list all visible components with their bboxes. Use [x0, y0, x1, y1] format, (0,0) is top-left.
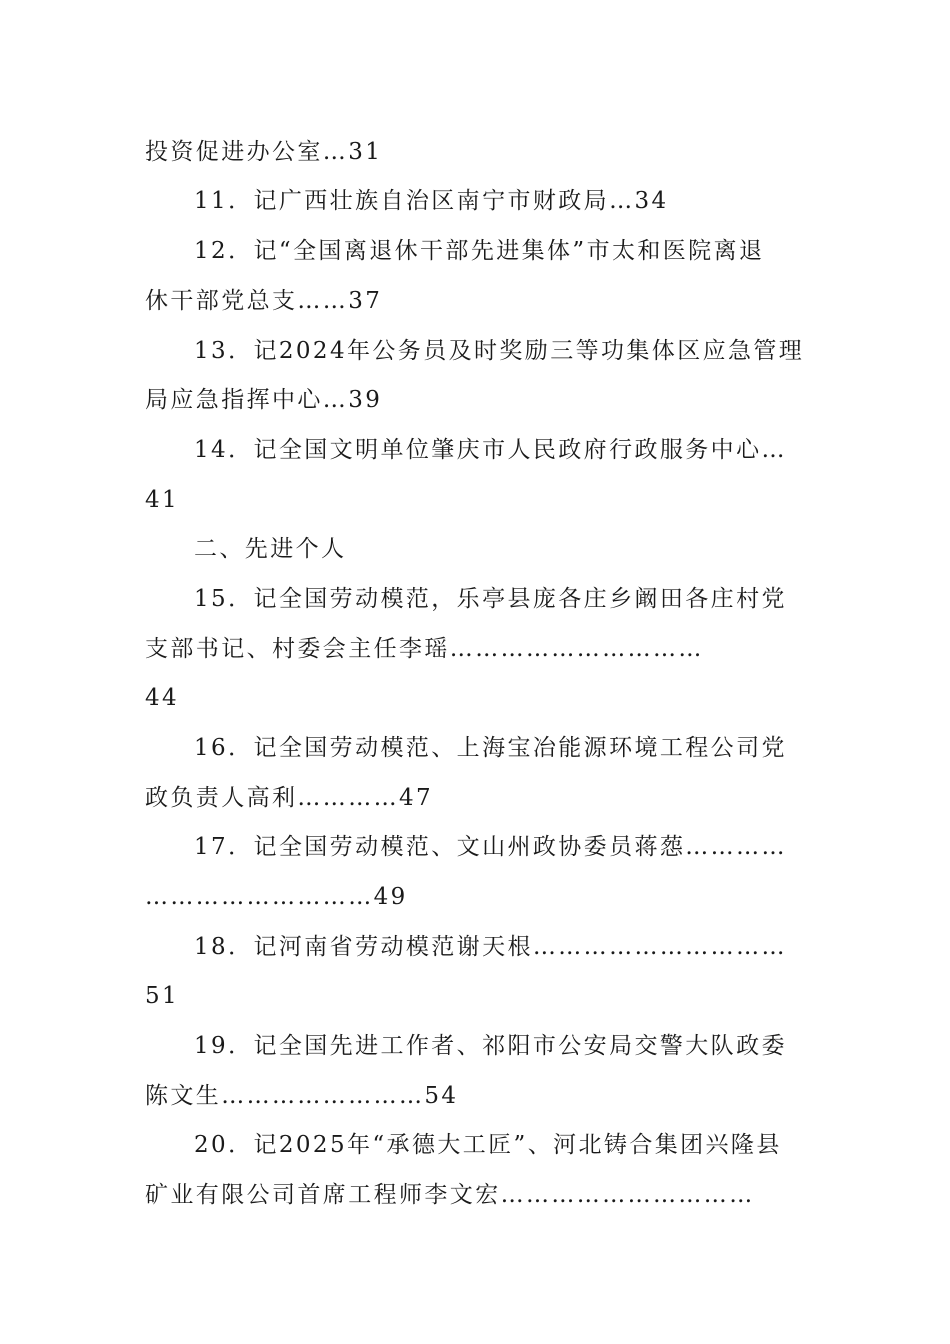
toc-entry-15-continuation: 支部书记、村委会主任李瑶…………………………: [145, 636, 704, 662]
toc-entry-18-page: 51: [145, 983, 180, 1009]
toc-entry-17: 17．记全国劳动模范、文山州政协委员蒋葾…………: [194, 834, 787, 860]
toc-line-continuation: 投资促进办公室…31: [145, 139, 383, 165]
toc-entry-15: 15．记全国劳动模范，乐亭县庞各庄乡阚田各庄村党: [194, 586, 787, 612]
toc-entry-13-continuation: 局应急指挥中心…39: [145, 387, 383, 413]
toc-entry-16-continuation: 政负责人高利…………47: [145, 785, 434, 811]
toc-entry-18: 18．记河南省劳动模范谢天根…………………………: [194, 934, 787, 960]
toc-entry-19-continuation: 陈文生……………………54: [145, 1083, 459, 1109]
toc-entry-12: 12．记“全国离退休干部先进集体”市太和医院离退: [194, 238, 765, 264]
toc-entry-12-continuation: 休干部党总支……37: [145, 288, 383, 314]
toc-entry-20: 20．记2025年“承德大工匠”、河北铸合集团兴隆县: [194, 1132, 782, 1158]
toc-entry-20-continuation: 矿业有限公司首席工程师李文宏…………………………: [145, 1182, 755, 1208]
toc-entry-17-continuation: ………………………49: [145, 884, 408, 910]
toc-entry-14: 14．记全国文明单位肇庆市人民政府行政服务中心…: [194, 437, 787, 463]
toc-entry-15-page: 44: [145, 685, 180, 711]
toc-entry-14-continuation: 41: [145, 487, 180, 513]
toc-entry-13: 13．记2024年公务员及时奖励三等功集体区应急管理: [194, 338, 805, 364]
toc-entry-16: 16．记全国劳动模范、上海宝冶能源环境工程公司党: [194, 735, 787, 761]
toc-entry-11: 11．记广西壮族自治区南宁市财政局…34: [194, 188, 669, 214]
toc-entry-19: 19．记全国先进工作者、祁阳市公安局交警大队政委: [194, 1033, 787, 1059]
section-heading-individuals: 二、先进个人: [194, 536, 347, 562]
